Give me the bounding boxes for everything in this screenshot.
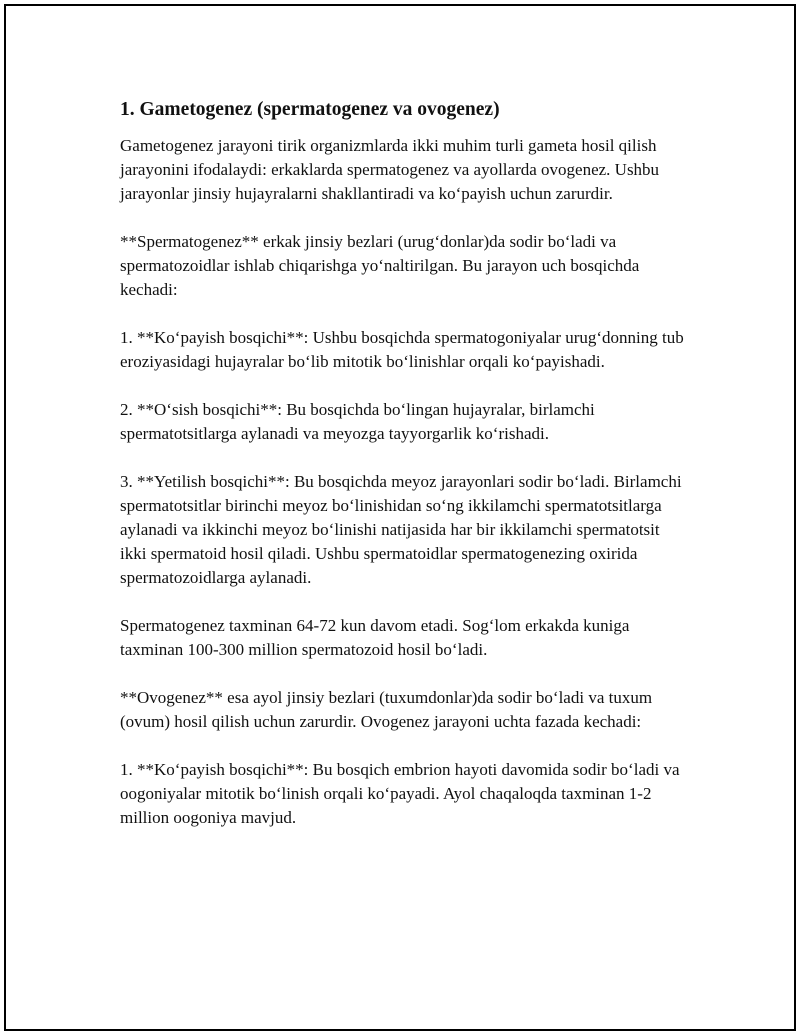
paragraph-stage-3: 3. **Yetilish bosqichi**: Bu bosqichda meyoz jarayonlari sodir bo‘ladi. Birlamchi spermatotsitlar birinchi meyoz bo‘linishidan so‘ng ikkilamchi spermatotsitlarga aylanadi va ikkinchi meyoz bo‘linishi natijasida har bir ikkilamchi spermatotsit ikki spermatoid hosil qiladi. Ushbu spermatoidlar spermatogenezing oxirida spermatozoidlarga aylanadi. <box>120 472 682 587</box>
paragraph-duration: Spermatogenez taxminan 64-72 kun davom etadi. Sog‘lom erkakda kuniga taxminan 100-300 million spermatozoid hosil bo‘ladi. <box>120 616 630 659</box>
paragraph-stage-1: 1. **Ko‘payish bosqichi**: Ushbu bosqichda spermatogoniyalar urug‘donning tub eroziyasidagi hujayralar bo‘lib mitotik bo‘linishlar orqali ko‘payishadi. <box>120 328 684 371</box>
document-body <box>120 96 690 854</box>
section-heading: 1. Gametogenez (spermatogenez va ovogenez) <box>120 99 500 120</box>
paragraph-ovogenez: **Ovogenez** esa ayol jinsiy bezlari (tuxumdonlar)da sodir bo‘ladi va tuxum (ovum) hosil qilish uchun zarurdir. Ovogenez jarayoni uchta fazada kechadi: <box>120 688 653 731</box>
paragraph-stage-2: 2. **O‘sish bosqichi**: Bu bosqichda bo‘lingan hujayralar, birlamchi spermatotsitlarga aylanadi va meyozga tayyorgarlik ko‘rishadi. <box>120 400 595 443</box>
paragraph-intro: Gametogenez jarayoni tirik organizmlarda ikki muhim turli gameta hosil qilish jarayonini ifodalaydi: erkaklarda spermatogenez va ayollarda ovogenez. Ushbu jarayonlar jinsiy hujayralarni shakllantiradi va ko‘payish uchun zarurdir. <box>120 136 660 203</box>
paragraph-spermatogenez: **Spermatogenez** erkak jinsiy bezlari (urug‘donlar)da sodir bo‘ladi va spermatozoidlar ishlab chiqarishga yo‘naltirilgan. Bu jarayon uch bosqichda kechadi: <box>120 232 640 299</box>
paragraph-ovogenez-stage-1: 1. **Ko‘payish bosqichi**: Bu bosqich embrion hayoti davomida sodir bo‘ladi va oogoniyalar mitotik bo‘linish orqali ko‘payadi. Ayol chaqaloqda taxminan 1-2 million oogoniya mavjud. <box>120 760 680 827</box>
page-frame <box>4 4 796 1031</box>
